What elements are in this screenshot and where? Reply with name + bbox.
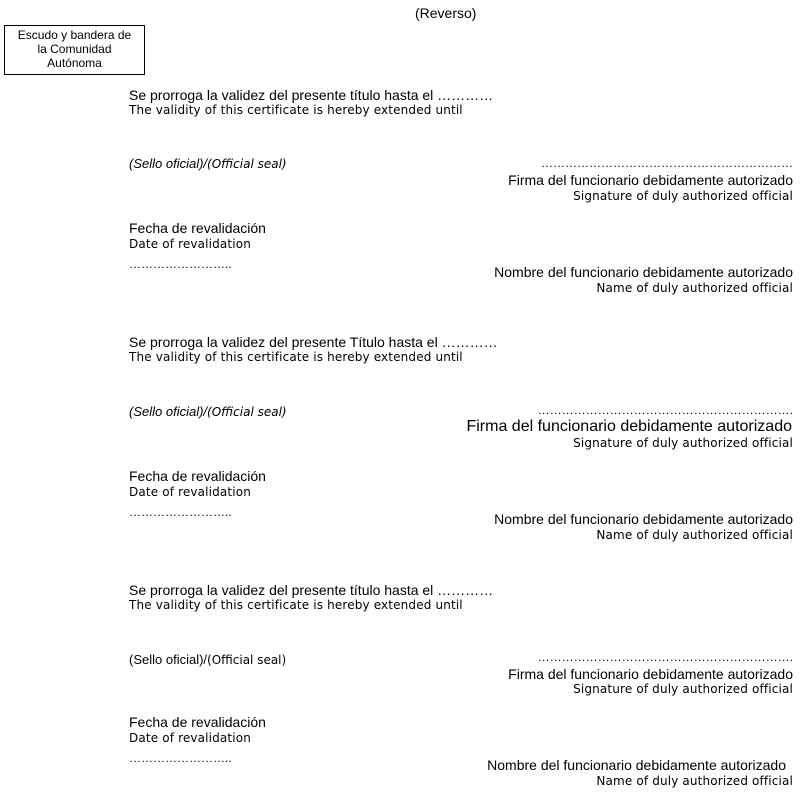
revalidation-date-label-es: Fecha de revalidación — [129, 468, 266, 484]
extension-text-es: Se prorroga la validez del presente título hasta el ………… — [129, 582, 494, 598]
revalidation-date-line: …………………….. — [129, 257, 232, 271]
extension-text-en: The validity of this certificate is hereby extended until — [129, 103, 463, 117]
signature-label-en: Signature of duly authorized official — [573, 436, 793, 450]
signature-label-es: Firma del funcionario debidamente autorizado — [466, 418, 792, 435]
seal-label-en: (Official seal) — [207, 653, 287, 667]
official-name-label-en: Name of duly authorized official — [596, 281, 793, 295]
crest-line: Autónoma — [47, 56, 102, 70]
revalidation-date-label-en: Date of revalidation — [129, 237, 252, 251]
official-seal-label — [129, 404, 287, 419]
official-name-label-en: Name of duly authorized official — [596, 774, 793, 788]
signature-label-en: Signature of duly authorized official — [573, 189, 793, 203]
extension-text-es: Se prorroga la validez del presente Título hasta el ………… — [129, 334, 498, 350]
signature-line: ……………………………………………………… — [541, 156, 793, 170]
seal-label-en: (Official seal) — [207, 405, 287, 419]
crest-line: la Comunidad — [37, 42, 112, 56]
official-name-label-en: Name of duly authorized official — [596, 528, 793, 542]
revalidation-date-label-es: Fecha de revalidación — [129, 220, 266, 236]
seal-label-en: (Official seal) — [207, 157, 287, 171]
extension-text-en: The validity of this certificate is hereby extended until — [129, 598, 463, 612]
seal-label-es: (Sello oficial)/ — [129, 652, 208, 667]
seal-label-es: (Sello oficial)/ — [129, 404, 208, 419]
official-name-label-es: Nombre del funcionario debidamente autorizado — [494, 264, 793, 280]
official-seal-label — [129, 652, 286, 667]
seal-label-es: (Sello oficial)/ — [129, 156, 208, 171]
revalidation-date-line: …………………….. — [129, 751, 232, 765]
revalidation-date-label-en: Date of revalidation — [129, 485, 252, 499]
extension-text-en: The validity of this certificate is hereby extended until — [129, 350, 463, 364]
crest-line: Escudo y bandera de — [17, 28, 132, 42]
signature-line: ………………………………………………………. — [537, 650, 793, 664]
official-seal-label — [129, 156, 287, 171]
official-name-label-es: Nombre del funcionario debidamente autorizado — [494, 511, 793, 527]
signature-line: ………………………………………………………. — [537, 403, 793, 417]
extension-text-es: Se prorroga la validez del presente título hasta el ………… — [129, 87, 494, 103]
crest-placeholder — [4, 25, 145, 75]
signature-label-es: Firma del funcionario debidamente autorizado — [508, 666, 793, 682]
official-name-label-es: Nombre del funcionario debidamente autorizado — [487, 757, 786, 773]
signature-label-es: Firma del funcionario debidamente autorizado — [508, 172, 793, 188]
revalidation-date-line: …………………….. — [129, 505, 232, 519]
revalidation-date-label-es: Fecha de revalidación — [129, 714, 266, 730]
revalidation-date-label-en: Date of revalidation — [129, 731, 252, 745]
signature-label-en: Signature of duly authorized official — [573, 682, 793, 696]
page-title: (Reverso) — [415, 5, 477, 21]
